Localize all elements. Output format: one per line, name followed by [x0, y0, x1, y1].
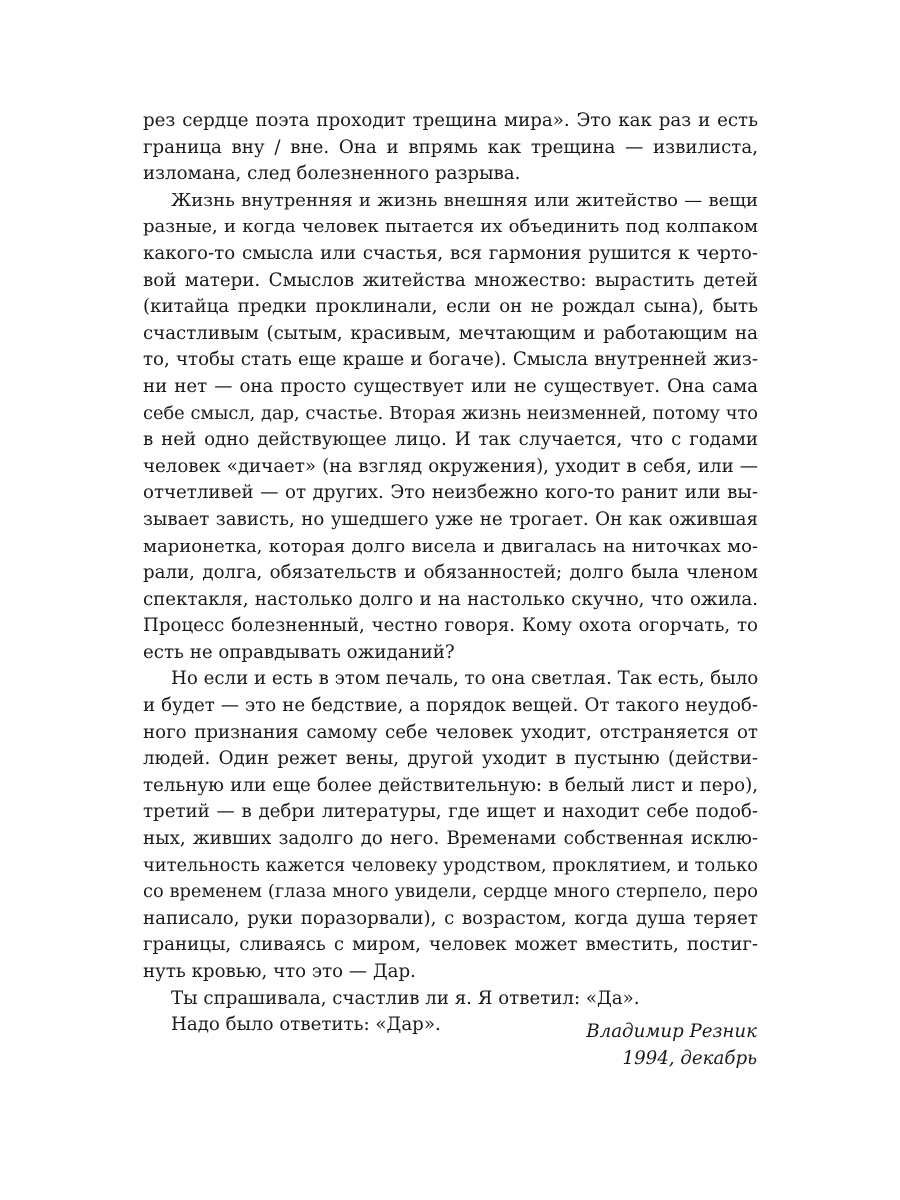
text-line: тельную или еще более действительную: в белый лист и перо),: [143, 774, 758, 796]
text-line: то, чтобы стать еще краше и богаче). Смысла внутренней жиз-: [143, 349, 758, 371]
text-line: и будет — это не бедствие, а порядок вещей. От такого неудоб-: [143, 695, 758, 717]
text-line: ни нет — она просто существует или не существует. Она сама: [143, 375, 758, 397]
text-line: написало, руки поразорвали), с возрастом, когда душа теряет: [143, 907, 758, 929]
signature-block: [397, 1019, 757, 1072]
text-line: человек «дичает» (на взгляд окружения), уходит в себя, или —: [143, 455, 758, 477]
text-line: ного признания самому себе человек уходит, отстраняется от: [143, 721, 758, 743]
text-line: Процесс болезненный, честно говоря. Кому охота огорчать, то: [143, 615, 758, 637]
text-line: чительность кажется человеку уродством, проклятием, и только: [143, 854, 758, 876]
text-line: людей. Один режет вены, другой уходит в пустыню (действи-: [143, 748, 758, 770]
author-name: Владимир Резник: [586, 1021, 757, 1042]
text-line: есть не оправдывать ожиданий?: [143, 641, 455, 663]
text-line: со временем (глаза много увидели, сердце много стерпело, перо: [143, 881, 758, 903]
text-line: спектакля, настолько долго и на настолько скучно, что ожила.: [143, 588, 758, 610]
text-line: какого-то смысла или счастья, вся гармония рушится к черто-: [143, 242, 758, 264]
text-line: Жизнь внутренняя и жизнь внешняя или житейство — вещи: [171, 189, 758, 211]
text-line: нуть кровью, что это — Дар.: [143, 961, 416, 982]
text-line: вой матери. Смыслов житейства множество: вырастить детей: [143, 269, 758, 291]
text-line: Но если и есть в этом печаль, то она светлая. Так есть, было: [171, 668, 759, 690]
text-line: границы, сливаясь с миром, человек может вместить, постиг-: [143, 934, 758, 956]
text-line: Ты спрашивала, счастлив ли я. Я ответил: «Да».: [171, 987, 640, 1009]
body-text: [143, 108, 758, 1039]
text-line: (китайца предки проклинали, если он не рождал сына), быть: [143, 296, 758, 318]
text-line: третий — в дебри литературы, где ищет и находит себе подоб-: [143, 801, 758, 823]
signature-date: 1994, декабрь: [622, 1047, 757, 1069]
text-line: счастливым (сытым, красивым, мечтающим и работающим на: [143, 322, 758, 344]
text-line: зывает зависть, но ушедшего уже не трогает. Он как ожившая: [143, 508, 758, 530]
text-line: граница вну / вне. Она и впрямь как трещина — извилиста,: [143, 136, 758, 158]
text-line: ных, живших задолго до него. Временами собственная исклю-: [143, 828, 758, 850]
text-line: рез сердце поэта проходит трещина мира». Это как раз и есть: [143, 110, 758, 131]
text-line: в ней одно действующее лицо. И так случается, что с годами: [143, 429, 758, 451]
text-line: разные, и когда человек пытается их объединить под колпаком: [143, 216, 758, 238]
text-line: изломана, след болезненного разрыва.: [143, 163, 521, 185]
text-line: себе смысл, дар, счастье. Вторая жизнь неизменней, потому что: [143, 402, 758, 424]
text-line: марионетка, которая долго висела и двигалась на ниточках мо-: [143, 535, 758, 557]
text-line: отчетливей — от других. Это неизбежно кого-то ранит или вы-: [143, 482, 758, 504]
text-line: Надо было ответить: «Дар».: [171, 1014, 441, 1036]
text-line: рали, долга, обязательств и обязанностей; долго была членом: [143, 562, 758, 584]
